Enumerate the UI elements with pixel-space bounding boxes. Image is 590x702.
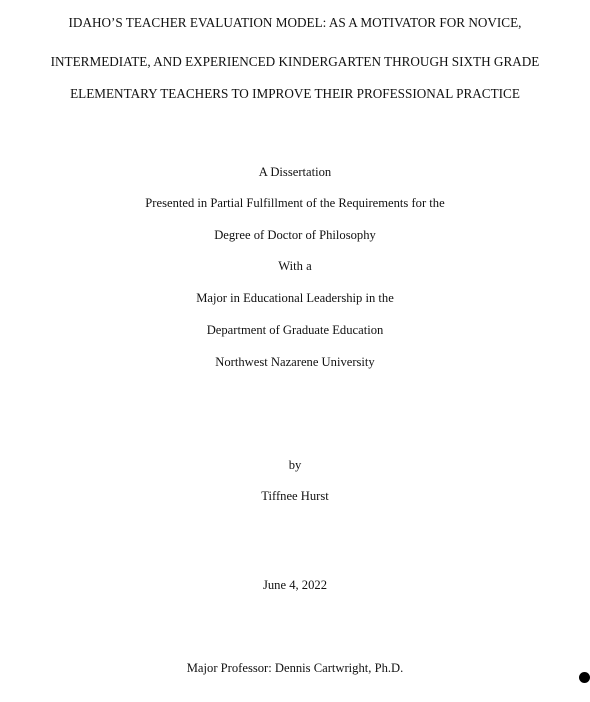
by-text: by <box>288 458 302 472</box>
dissertation-title-line-1: IDAHO’S TEACHER EVALUATION MODEL: AS A MOTIVATOR FOR NOVICE, <box>68 15 522 30</box>
submission-date: June 4, 2022 <box>262 578 327 592</box>
bullet-dot-icon <box>579 672 590 683</box>
university-name: Northwest Nazarene University <box>215 355 375 369</box>
major-professor: Major Professor: Dennis Cartwright, Ph.D. <box>186 661 404 675</box>
dissertation-label: A Dissertation <box>258 165 332 179</box>
with-a-text: With a <box>278 259 312 273</box>
major-statement: Major in Educational Leadership in the <box>196 291 394 305</box>
dissertation-title-line-2: INTERMEDIATE, AND EXPERIENCED KINDERGARTEN THROUGH SIXTH GRADE <box>50 54 540 69</box>
fulfillment-statement: Presented in Partial Fulfillment of the Requirements for the <box>145 196 445 210</box>
department-name: Department of Graduate Education <box>206 323 384 337</box>
degree-name: Degree of Doctor of Philosophy <box>214 228 376 242</box>
dissertation-title-line-3: ELEMENTARY TEACHERS TO IMPROVE THEIR PROFESSIONAL PRACTICE <box>70 86 520 101</box>
author-name: Tiffnee Hurst <box>261 489 329 503</box>
